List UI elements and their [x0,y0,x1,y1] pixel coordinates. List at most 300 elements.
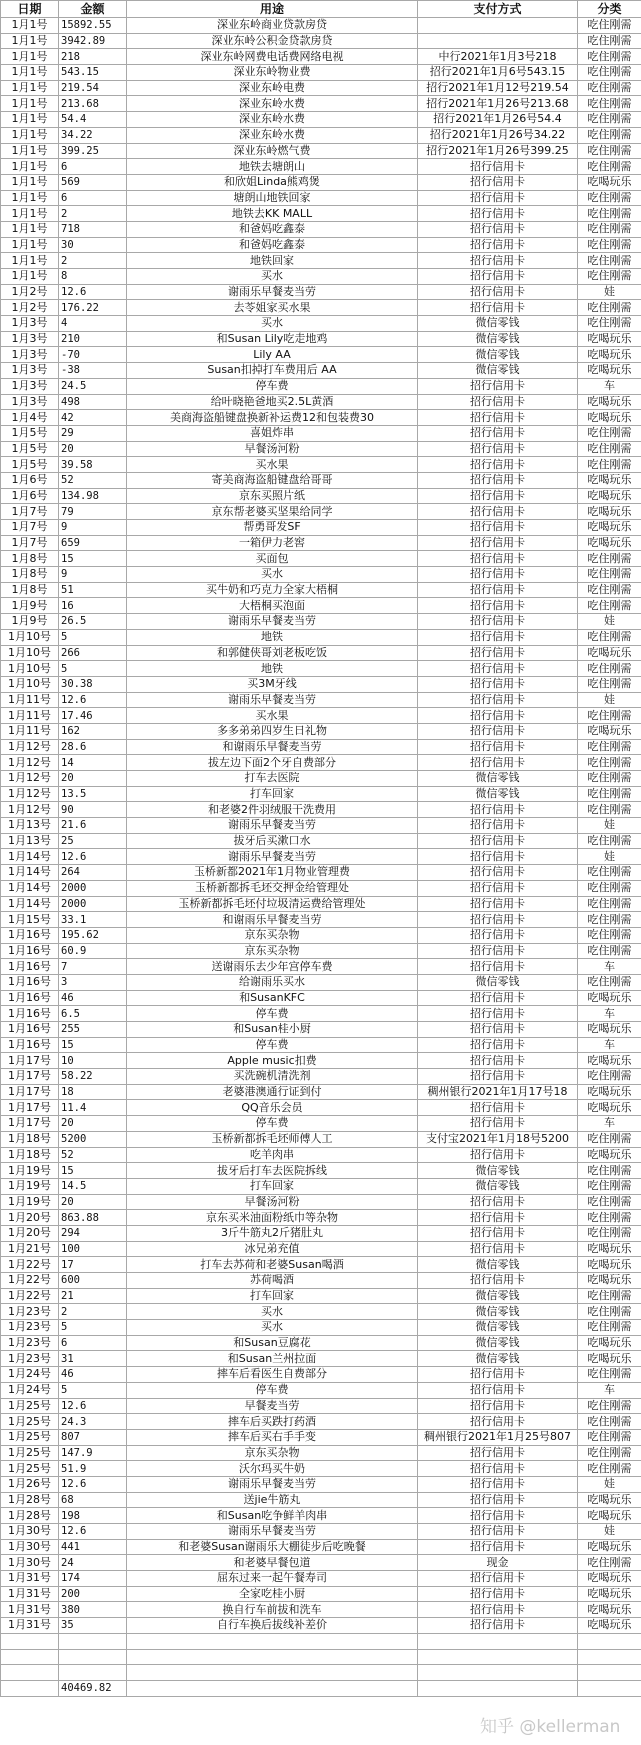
amount-cell: 54.4 [59,112,127,128]
purpose-cell: 谢雨乐早餐麦当劳 [127,284,418,300]
date-cell: 1月12号 [1,755,59,771]
purpose-cell: 京东买杂物 [127,1445,418,1461]
table-row [1,629,641,645]
amount-cell: 60.9 [59,943,127,959]
table-row [1,488,641,504]
amount-cell: 25 [59,833,127,849]
payment-cell: 微信零钱 [418,1304,578,1320]
payment-cell: 招行信用卡 [418,394,578,410]
amount-cell: 12.6 [59,1398,127,1414]
category-cell: 娃 [578,849,641,865]
payment-cell: 招行信用卡 [418,582,578,598]
amount-cell: 294 [59,1225,127,1241]
date-cell: 1月5号 [1,441,59,457]
amount-cell: 15 [59,1037,127,1053]
date-cell: 1月10号 [1,661,59,677]
date-cell: 1月8号 [1,567,59,583]
table-row [1,1618,641,1634]
date-cell: 1月1号 [1,159,59,175]
category-cell: 吃喝玩乐 [578,1100,641,1116]
table-row [1,567,641,583]
amount-cell: 380 [59,1602,127,1618]
amount-cell: 52 [59,472,127,488]
payment-cell: 招行信用卡 [418,1382,578,1398]
category-cell: 吃住刚需 [578,1069,641,1085]
table-row [1,1131,641,1147]
amount-cell: 20 [59,1194,127,1210]
total-label-cell [1,1680,59,1696]
purpose-cell: 老婆港澳通行证到付 [127,1084,418,1100]
purpose-cell: 谢雨乐早餐麦当劳 [127,1476,418,1492]
category-cell: 吃住刚需 [578,253,641,269]
category-cell: 娃 [578,818,641,834]
purpose-cell: 地铁去塘朗山 [127,159,418,175]
payment-cell: 招行信用卡 [418,159,578,175]
payment-cell: 招行信用卡 [418,1225,578,1241]
date-cell: 1月11号 [1,723,59,739]
category-cell: 车 [578,1382,641,1398]
payment-cell: 招行信用卡 [418,629,578,645]
table-row [1,127,641,143]
category-cell: 吃喝玩乐 [578,363,641,379]
payment-cell: 招行信用卡 [418,284,578,300]
table-row [1,614,641,630]
purpose-cell: 去苓姐家买水果 [127,300,418,316]
payment-cell: 招行信用卡 [418,959,578,975]
amount-cell: 255 [59,1022,127,1038]
category-cell: 吃住刚需 [578,661,641,677]
date-cell: 1月17号 [1,1100,59,1116]
table-row [1,582,641,598]
table-row [1,708,641,724]
date-cell: 1月3号 [1,331,59,347]
header-payment: 支付方式 [418,1,578,18]
category-cell: 吃住刚需 [578,143,641,159]
total-amount: 40469.82 [59,1680,127,1696]
empty-cell [127,1665,418,1681]
amount-cell: 147.9 [59,1445,127,1461]
payment-cell: 招行信用卡 [418,1476,578,1492]
payment-cell: 稠州银行2021年1月17号18 [418,1084,578,1100]
category-cell: 车 [578,959,641,975]
payment-cell: 招行信用卡 [418,1022,578,1038]
category-cell: 车 [578,1006,641,1022]
amount-cell: 659 [59,535,127,551]
payment-cell: 招行信用卡 [418,1100,578,1116]
table-row [1,1288,641,1304]
amount-cell: 5 [59,661,127,677]
purpose-cell: 和谢雨乐早餐麦当劳 [127,739,418,755]
amount-cell: 24.3 [59,1414,127,1430]
category-cell: 吃住刚需 [578,96,641,112]
date-cell: 1月31号 [1,1571,59,1587]
payment-cell: 招行信用卡 [418,755,578,771]
amount-cell: 863.88 [59,1210,127,1226]
purpose-cell: 买洗碗机清洗剂 [127,1069,418,1085]
purpose-cell: 和Susan兰州拉面 [127,1351,418,1367]
date-cell: 1月16号 [1,974,59,990]
empty-cell [59,1633,127,1649]
category-cell: 吃喝玩乐 [578,1586,641,1602]
table-row [1,269,641,285]
category-cell: 娃 [578,284,641,300]
purpose-cell: 深业东岭水费 [127,127,418,143]
category-cell: 吃住刚需 [578,1429,641,1445]
date-cell: 1月16号 [1,943,59,959]
amount-cell: 5200 [59,1131,127,1147]
amount-cell: 20 [59,1116,127,1132]
date-cell: 1月10号 [1,676,59,692]
payment-cell: 招行信用卡 [418,1524,578,1540]
payment-cell: 招行信用卡 [418,504,578,520]
purpose-cell: 寄美商海盗船键盘给哥哥 [127,472,418,488]
date-cell: 1月7号 [1,504,59,520]
purpose-cell: 一箱伊力老窖 [127,535,418,551]
purpose-cell: 给叶晓艳爸地买2.5L黄酒 [127,394,418,410]
category-cell: 吃喝玩乐 [578,1084,641,1100]
date-cell: 1月22号 [1,1273,59,1289]
date-cell: 1月2号 [1,284,59,300]
purpose-cell: 和Susan吃争鲜羊肉串 [127,1508,418,1524]
payment-cell [418,18,578,34]
payment-cell: 招行信用卡 [418,551,578,567]
amount-cell: 31 [59,1351,127,1367]
date-cell: 1月14号 [1,896,59,912]
payment-cell: 招行信用卡 [418,221,578,237]
payment-cell [418,33,578,49]
payment-cell: 招行信用卡 [418,190,578,206]
purpose-cell: 和Susan桂小厨 [127,1022,418,1038]
payment-cell: 招行信用卡 [418,457,578,473]
table-row [1,818,641,834]
purpose-cell: Lily AA [127,347,418,363]
empty-cell [1,1633,59,1649]
payment-cell: 招行信用卡 [418,833,578,849]
payment-cell: 招行信用卡 [418,174,578,190]
purpose-cell: 和老婆早餐包道 [127,1555,418,1571]
payment-cell: 现金 [418,1555,578,1571]
amount-cell: 51 [59,582,127,598]
amount-cell: 176.22 [59,300,127,316]
purpose-cell: 谢雨乐早餐麦当劳 [127,692,418,708]
purpose-cell: 停车费 [127,1037,418,1053]
amount-cell: 200 [59,1586,127,1602]
amount-cell: 569 [59,174,127,190]
header-date: 日期 [1,1,59,18]
amount-cell: 12.6 [59,284,127,300]
purpose-cell: 屈东过来一起午餐寿司 [127,1571,418,1587]
table-row [1,1006,641,1022]
payment-cell: 中行2021年1月3号218 [418,49,578,65]
payment-cell: 招行信用卡 [418,1273,578,1289]
table-row [1,598,641,614]
date-cell: 1月22号 [1,1257,59,1273]
table-row [1,1602,641,1618]
date-cell: 1月5号 [1,425,59,441]
date-cell: 1月22号 [1,1288,59,1304]
date-cell: 1月26号 [1,1476,59,1492]
table-row [1,551,641,567]
amount-cell: 24.5 [59,378,127,394]
date-cell: 1月1号 [1,80,59,96]
category-cell: 吃住刚需 [578,1461,641,1477]
category-cell: 吃喝玩乐 [578,1492,641,1508]
category-cell: 吃住刚需 [578,739,641,755]
amount-cell: 266 [59,645,127,661]
date-cell: 1月1号 [1,143,59,159]
date-cell: 1月1号 [1,206,59,222]
empty-cell [418,1633,578,1649]
table-row [1,1555,641,1571]
category-cell: 吃住刚需 [578,237,641,253]
amount-cell: 218 [59,49,127,65]
payment-cell: 招行信用卡 [418,1602,578,1618]
category-cell: 吃住刚需 [578,206,641,222]
payment-cell: 招行2021年1月6号543.15 [418,65,578,81]
amount-cell: 17 [59,1257,127,1273]
table-row [1,1461,641,1477]
payment-cell: 招行信用卡 [418,1398,578,1414]
total-empty-cell [418,1680,578,1696]
table-row [1,1539,641,1555]
payment-cell: 招行信用卡 [418,269,578,285]
date-cell: 1月24号 [1,1367,59,1383]
amount-cell: 264 [59,865,127,881]
amount-cell: 21.6 [59,818,127,834]
date-cell: 1月18号 [1,1147,59,1163]
category-cell: 吃喝玩乐 [578,645,641,661]
category-cell: 吃住刚需 [578,159,641,175]
amount-cell: 213.68 [59,96,127,112]
payment-cell: 招行信用卡 [418,1069,578,1085]
table-row [1,676,641,692]
table-row [1,943,641,959]
category-cell: 吃住刚需 [578,127,641,143]
payment-cell: 招行信用卡 [418,927,578,943]
category-cell: 吃住刚需 [578,708,641,724]
purpose-cell: 美商海盗船键盘换新补运费12和包装费30 [127,410,418,426]
table-row [1,18,641,34]
date-cell: 1月7号 [1,535,59,551]
amount-cell: 6.5 [59,1006,127,1022]
date-cell: 1月23号 [1,1320,59,1336]
table-row [1,80,641,96]
category-cell: 吃住刚需 [578,1445,641,1461]
empty-cell [1,1649,59,1665]
purpose-cell: 和Susan豆腐花 [127,1335,418,1351]
purpose-cell: 和老婆2件羽绒服干洗费用 [127,802,418,818]
category-cell: 吃住刚需 [578,912,641,928]
amount-cell: 498 [59,394,127,410]
purpose-cell: 全家吃桂小厨 [127,1586,418,1602]
purpose-cell: 自行车换后拔线补差价 [127,1618,418,1634]
purpose-cell: 喜姐炸串 [127,425,418,441]
purpose-cell: 早餐麦当劳 [127,1398,418,1414]
category-cell: 吃住刚需 [578,1414,641,1430]
table-row [1,284,641,300]
category-cell: 吃住刚需 [578,1367,641,1383]
date-cell: 1月14号 [1,880,59,896]
date-cell: 1月17号 [1,1053,59,1069]
table-row [1,112,641,128]
date-cell: 1月1号 [1,49,59,65]
category-cell: 吃住刚需 [578,300,641,316]
payment-cell: 招行信用卡 [418,535,578,551]
category-cell: 吃住刚需 [578,833,641,849]
date-cell: 1月23号 [1,1351,59,1367]
table-row [1,1210,641,1226]
empty-cell [59,1649,127,1665]
amount-cell: 3942.89 [59,33,127,49]
date-cell: 1月16号 [1,1022,59,1038]
table-row [1,802,641,818]
date-cell: 1月30号 [1,1555,59,1571]
purpose-cell: 和老婆Susan谢雨乐大棚徒步后吃晚餐 [127,1539,418,1555]
table-row [1,1241,641,1257]
blank-row [1,1649,641,1665]
amount-cell: 15 [59,551,127,567]
header-row [1,1,641,18]
payment-cell: 招行信用卡 [418,1006,578,1022]
category-cell: 吃喝玩乐 [578,1602,641,1618]
amount-cell: 174 [59,1571,127,1587]
date-cell: 1月3号 [1,347,59,363]
table-row [1,1084,641,1100]
purpose-cell: 拔牙后买漱口水 [127,833,418,849]
purpose-cell: 谢雨乐早餐麦当劳 [127,1524,418,1540]
empty-cell [127,1633,418,1649]
date-cell: 1月25号 [1,1429,59,1445]
table-row [1,1476,641,1492]
category-cell: 吃住刚需 [578,1304,641,1320]
table-row [1,504,641,520]
amount-cell: 6 [59,190,127,206]
payment-cell: 微信零钱 [418,1320,578,1336]
category-cell: 吃住刚需 [578,1288,641,1304]
purpose-cell: 拔左边下面2个牙自费部分 [127,755,418,771]
purpose-cell: 买水果 [127,708,418,724]
purpose-cell: 地铁回家 [127,253,418,269]
empty-cell [59,1665,127,1681]
payment-cell: 招行信用卡 [418,1053,578,1069]
purpose-cell: 深业东岭商业贷款房贷 [127,18,418,34]
date-cell: 1月19号 [1,1178,59,1194]
date-cell: 1月12号 [1,771,59,787]
category-cell: 吃住刚需 [578,880,641,896]
date-cell: 1月19号 [1,1163,59,1179]
category-cell: 吃喝玩乐 [578,331,641,347]
purpose-cell: 打车回家 [127,1288,418,1304]
table-row [1,206,641,222]
payment-cell: 招行信用卡 [418,943,578,959]
payment-cell: 微信零钱 [418,347,578,363]
empty-cell [418,1649,578,1665]
category-cell: 吃住刚需 [578,755,641,771]
empty-cell [418,1665,578,1681]
purpose-cell: 送jie牛筋丸 [127,1492,418,1508]
category-cell: 娃 [578,614,641,630]
date-cell: 1月25号 [1,1398,59,1414]
category-cell: 吃喝玩乐 [578,1539,641,1555]
amount-cell: 26.5 [59,614,127,630]
payment-cell: 招行2021年1月26号34.22 [418,127,578,143]
purpose-cell: 买牛奶和巧克力全家大梧桐 [127,582,418,598]
purpose-cell: 京东买杂物 [127,927,418,943]
purpose-cell: Apple music扣费 [127,1053,418,1069]
payment-cell: 招行信用卡 [418,723,578,739]
date-cell: 1月17号 [1,1069,59,1085]
date-cell: 1月1号 [1,33,59,49]
category-cell: 吃住刚需 [578,190,641,206]
category-cell: 吃喝玩乐 [578,1147,641,1163]
table-row [1,174,641,190]
category-cell: 吃住刚需 [578,1210,641,1226]
purpose-cell: 地铁 [127,661,418,677]
empty-cell [1,1665,59,1681]
total-empty-cell [578,1680,641,1696]
payment-cell: 招行信用卡 [418,237,578,253]
payment-cell: 招行信用卡 [418,1618,578,1634]
date-cell: 1月15号 [1,912,59,928]
amount-cell: 100 [59,1241,127,1257]
payment-cell: 微信零钱 [418,331,578,347]
category-cell: 娃 [578,692,641,708]
date-cell: 1月1号 [1,127,59,143]
date-cell: 1月12号 [1,786,59,802]
payment-cell: 招行信用卡 [418,708,578,724]
category-cell: 娃 [578,1476,641,1492]
table-row [1,959,641,975]
category-cell: 吃住刚需 [578,598,641,614]
category-cell: 吃住刚需 [578,943,641,959]
payment-cell: 招行信用卡 [418,1367,578,1383]
date-cell: 1月5号 [1,457,59,473]
purpose-cell: 拔牙后打车去医院拆线 [127,1163,418,1179]
table-row [1,143,641,159]
header-category: 分类 [578,1,641,18]
table-row [1,425,641,441]
payment-cell: 招行信用卡 [418,1539,578,1555]
category-cell: 吃住刚需 [578,1555,641,1571]
purpose-cell: 地铁 [127,629,418,645]
payment-cell: 招行信用卡 [418,1147,578,1163]
category-cell: 吃住刚需 [578,896,641,912]
purpose-cell: 换自行车前拔和洗车 [127,1602,418,1618]
date-cell: 1月25号 [1,1414,59,1430]
amount-cell: 46 [59,990,127,1006]
empty-cell [578,1649,641,1665]
category-cell: 吃喝玩乐 [578,1022,641,1038]
table-body [1,18,641,1681]
date-cell: 1月30号 [1,1539,59,1555]
purpose-cell: 停车费 [127,1116,418,1132]
payment-cell: 招行信用卡 [418,300,578,316]
category-cell: 吃喝玩乐 [578,1335,641,1351]
amount-cell: 16 [59,598,127,614]
category-cell: 吃喝玩乐 [578,394,641,410]
date-cell: 1月14号 [1,849,59,865]
amount-cell: 198 [59,1508,127,1524]
amount-cell: 2000 [59,880,127,896]
category-cell: 吃住刚需 [578,1194,641,1210]
amount-cell: 11.4 [59,1100,127,1116]
category-cell: 吃住刚需 [578,1225,641,1241]
date-cell: 1月28号 [1,1492,59,1508]
category-cell: 吃住刚需 [578,221,641,237]
category-cell: 吃喝玩乐 [578,723,641,739]
table-row [1,535,641,551]
date-cell: 1月20号 [1,1210,59,1226]
